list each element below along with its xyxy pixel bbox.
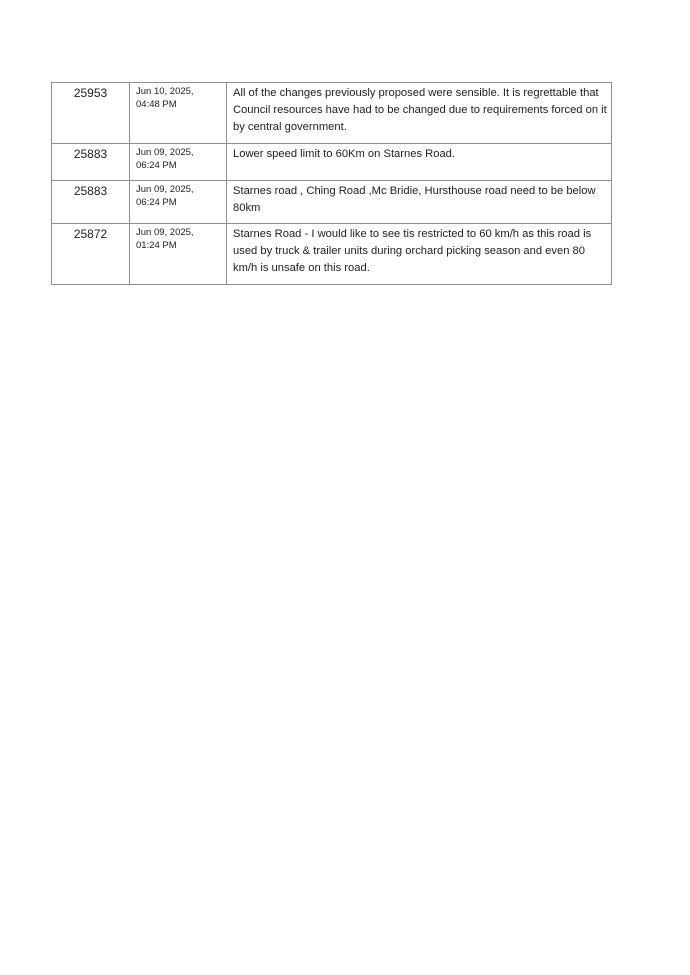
submission-id: 25872	[52, 224, 130, 285]
submission-date-line1: Jun 09, 2025,	[136, 147, 194, 158]
submission-date	[130, 144, 227, 181]
submission-time: 01:24 PM	[136, 240, 177, 251]
submission-comment: Lower speed limit to 60Km on Starnes Road.	[227, 144, 612, 181]
submission-date	[130, 83, 227, 144]
submission-id: 25883	[52, 181, 130, 224]
submission-time: 06:24 PM	[136, 197, 177, 208]
submission-date-line1: Jun 10, 2025,	[136, 86, 194, 97]
submission-id: 25883	[52, 144, 130, 181]
submission-time: 06:24 PM	[136, 160, 177, 171]
submission-id: 25953	[52, 83, 130, 144]
submission-comment: Starnes road , Ching Road ,Mc Bridie, Hursthouse road need to be below 80km	[227, 181, 612, 224]
submission-comment: Starnes Road - I would like to see tis restricted to 60 km/h as this road is used by truck & trailer units during orchard picking season and even 80 km/h is unsafe on this road.	[227, 224, 612, 285]
submission-time: 04:48 PM	[136, 99, 177, 110]
submission-date	[130, 181, 227, 224]
submission-date-line1: Jun 09, 2025,	[136, 227, 194, 238]
submissions-table	[51, 82, 612, 285]
submission-date	[130, 224, 227, 285]
submission-comment: All of the changes previously proposed were sensible. It is regrettable that Council resources have had to be changed due to requirements forced on it by central government.	[227, 83, 612, 144]
table-row	[52, 224, 612, 285]
submission-date-line1: Jun 09, 2025,	[136, 184, 194, 195]
table-row	[52, 83, 612, 144]
table-row	[52, 181, 612, 224]
table-row	[52, 144, 612, 181]
